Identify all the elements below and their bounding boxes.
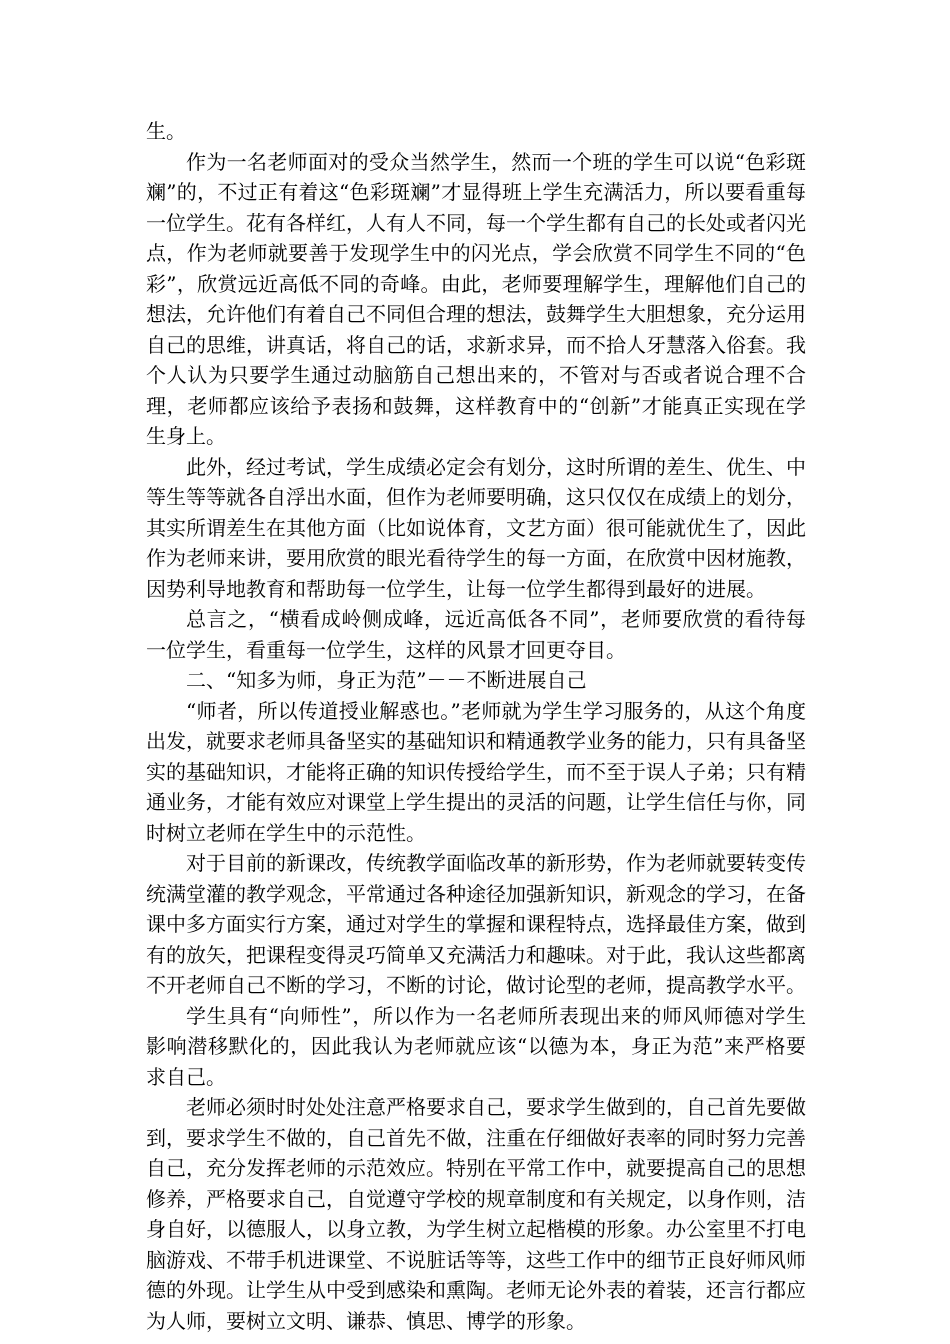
paragraph-continuation: 生。	[146, 119, 186, 143]
paragraph-grades: 此外，经过考试，学生成绩必定会有划分，这时所谓的差生、优生、中等生等等就各自浮出水面，但作为老师要明确，这只仅仅在成绩上的划分，其实所谓差生在其他方面（比如说体育，文艺方面）很可能就优生了，因此作为老师来讲，要用欣赏的眼光看待学生的每一方面，在欣赏中因材施教，因势利导地教育和帮助每一位学生，让每一位学生都得到最好的进展。	[146, 454, 806, 601]
paragraph-teacher-ethics: 学生具有“向师性”，所以作为一名老师所表现出来的师风师德对学生影响潜移默化的，因此我认为老师就应该“以德为本，身正为范”来严格要求自己。	[146, 1003, 806, 1089]
paragraph-teacher-role: “师者，所以传道授业解惑也。”老师就为学生学习服务的，从这个角度出发，就要求老师具备坚实的基础知识和精通教学业务的能力，只有具备坚实的基础知识，才能将正确的知识传授给学生，而不至于误人子弟；只有精通业务，才能有效应对课堂上学生提出的灵活的问题，让学生信任与你，同时树立老师在学生中的示范性。	[146, 698, 806, 845]
paragraph-self-discipline: 老师必须时时处处注意严格要求自己，要求学生做到的，自己首先要做到，要求学生不做的，自己首先不做，注重在仔细做好表率的同时努力完善自己，充分发挥老师的示范效应。特别在平常工作中，就要提高自己的思想修养，严格要求自己，自觉遵守学校的规章制度和有关规定，以身作则，洁身自好，以德服人，以身立教，为学生树立起楷模的形象。办公室里不打电脑游戏、不带手机进课堂、不说脏话等等，这些工作中的细节正良好师风师德的外现。让学生从中受到感染和熏陶。老师无论外表的着装，还言行都应为人师，要树立文明、谦恭、慎思、博学的形象。	[146, 1095, 806, 1333]
paragraph-curriculum-reform: 对于目前的新课改，传统教学面临改革的新形势，作为老师就要转变传统满堂灌的教学观念，平常通过各种途径加强新知识，新观念的学习，在备课中多方面实行方案，通过对学生的掌握和课程特点，选择最佳方案，做到有的放矢，把课程变得灵巧简单又充满活力和趣味。对于此，我认这些都离不开老师自己不断的学习，不断的讨论，做讨论型的老师，提高教学水平。	[146, 851, 806, 997]
paragraph-summary: 总言之，“横看成岭侧成峰，远近高低各不同”，老师要欣赏的看待每一位学生，看重每一位学生，这样的风景才回更夺目。	[146, 607, 806, 662]
paragraph-appreciate-students: 作为一名老师面对的受众当然学生，然而一个班的学生可以说“色彩斑斓”的，不过正有着这“色彩斑斓”才显得班上学生充满活力，所以要看重每一位学生。花有各样红，人有人不同，每一个学生都有自己的长处或者闪光点，作为老师就要善于发现学生中的闪光点，学会欣赏不同学生不同的“色彩”，欣赏远近高低不同的奇峰。由此，老师要理解学生，理解他们自己的想法，允许他们有着自己不同但合理的想法，鼓舞学生大胆想象，充分运用自己的思维，讲真话，将自己的话，求新求异，而不拾人牙慧落入俗套。我个人认为只要学生通过动脑筋自己想出来的，不管对与否或者说合理不合理，老师都应该给予表扬和鼓舞，这样教育中的“创新”才能真正实现在学生身上。	[146, 149, 806, 448]
section-heading-2: 二、“知多为师，身正为范”－－不断进展自己	[186, 668, 587, 692]
document-page	[146, 116, 806, 1336]
